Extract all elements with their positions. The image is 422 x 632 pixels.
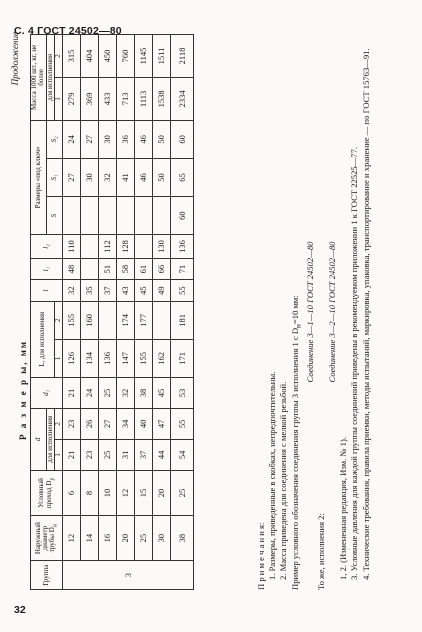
cell-d-exec2: 26 <box>81 408 99 439</box>
cell-S2: 30 <box>99 120 117 158</box>
cell-d-exec1: 37 <box>135 439 153 470</box>
rotated-content <box>12 30 408 590</box>
cell-d1: 53 <box>171 377 194 408</box>
cell-L-exec2 <box>99 301 117 339</box>
header-d: d <box>31 408 47 470</box>
cell-d1: 25 <box>99 377 117 408</box>
cell-d-exec1: 31 <box>117 439 135 470</box>
header-outer-diameter: Наружный диаметр трубы $D_н$ <box>31 516 63 561</box>
cell-dn: 25 <box>135 516 153 561</box>
cell-l2: 110 <box>63 235 81 259</box>
header-mass-exec: для исполнения <box>46 35 54 121</box>
group-cell: 3 <box>63 561 194 590</box>
cell-mass-exec1: 369 <box>81 77 99 120</box>
same-exec-2: То же, исполнения 2: <box>315 513 326 590</box>
paragraph-3: 3. Условные давления для каждой группы соединений приведены в рекомендуемом приложении 1 к ГОСТ 22525—77. <box>349 146 360 580</box>
cell-S2: 46 <box>135 120 153 158</box>
cell-d1: 38 <box>135 377 153 408</box>
cell-S <box>99 197 117 235</box>
cell-L-exec1: 171 <box>171 339 194 377</box>
table-row <box>153 35 171 590</box>
cell-L-exec2: 174 <box>117 301 135 339</box>
cell-d-exec1: 23 <box>81 439 99 470</box>
cell-d-exec1: 25 <box>99 439 117 470</box>
cell-dy: 20 <box>153 470 171 515</box>
cell-S1: 46 <box>135 158 153 196</box>
cell-l1 <box>81 258 99 279</box>
cell-dn: 38 <box>171 516 194 561</box>
cell-d-exec2: 47 <box>153 408 171 439</box>
header-d-exec-1: 1 <box>55 439 63 470</box>
cell-dy: 8 <box>81 470 99 515</box>
cell-dy: 10 <box>99 470 117 515</box>
cell-L-exec2: 177 <box>135 301 153 339</box>
cell-l: 32 <box>63 280 81 301</box>
header-mass-exec-2: 2 <box>55 35 63 78</box>
cell-d-exec1: 21 <box>63 439 81 470</box>
table-caption: Р а з м е р ы, мм <box>18 339 28 440</box>
cell-L-exec1: 134 <box>81 339 99 377</box>
header-L-exec-2: 2 <box>55 301 63 339</box>
cell-dn: 12 <box>63 516 81 561</box>
header-S2: S₂ <box>46 120 63 158</box>
cell-L-exec2 <box>153 301 171 339</box>
table-row <box>171 35 194 590</box>
cell-L-exec1: 136 <box>99 339 117 377</box>
note-2: 2. Масса приведена для соединения с мелкой резьбой. <box>278 381 289 580</box>
cell-d-exec2: 23 <box>63 408 81 439</box>
paragraph-4: 4. Технические требования, правила приемки, методы испытаний, маркировка, упаковка, транспортирование и хранение — по ГОСТ 15763—91. <box>360 48 371 580</box>
cell-mass-exec1: 1538 <box>153 77 171 120</box>
cell-L-exec1: 162 <box>153 339 171 377</box>
cell-S: 60 <box>171 197 194 235</box>
cell-dy: 15 <box>135 470 153 515</box>
header-group: Группа <box>31 561 63 590</box>
cell-l1: 48 <box>63 258 81 279</box>
cell-S <box>135 197 153 235</box>
cell-dy: 25 <box>171 470 194 515</box>
header-d-exec-2: 2 <box>55 408 63 439</box>
table-row <box>117 35 135 590</box>
cell-l1: 66 <box>153 258 171 279</box>
cell-dn: 20 <box>117 516 135 561</box>
cell-mass-exec1: 2334 <box>171 77 194 120</box>
cell-S2: 27 <box>81 120 99 158</box>
header-L-exec-1: 1 <box>55 339 63 377</box>
designation-example: Пример условного обозначения соединения группы 3 исполнения 1 с $D_н=10$ мм: <box>289 295 303 590</box>
cell-L-exec1: 155 <box>135 339 153 377</box>
continued-label: Продолжение <box>10 32 20 86</box>
cell-l2 <box>81 235 99 259</box>
cell-d1: 24 <box>81 377 99 408</box>
header-mass-exec-1: 1 <box>55 77 63 120</box>
cell-L-exec1: 147 <box>117 339 135 377</box>
table-row <box>63 35 81 590</box>
cell-mass-exec2: 2118 <box>171 35 194 78</box>
cell-dy: 6 <box>63 470 81 515</box>
cell-l2 <box>135 235 153 259</box>
cell-dn: 16 <box>99 516 117 561</box>
table-row <box>135 35 153 590</box>
cell-d-exec2: 40 <box>135 408 153 439</box>
cell-dn: 14 <box>81 516 99 561</box>
cell-d1: 45 <box>153 377 171 408</box>
cell-mass-exec2: 760 <box>117 35 135 78</box>
page-header: С. 4 ГОСТ 24502—80 <box>14 25 122 37</box>
cell-S1: 30 <box>81 158 99 196</box>
cell-S2: 60 <box>171 120 194 158</box>
cell-S <box>153 197 171 235</box>
cell-S1: 27 <box>63 158 81 196</box>
notes-block <box>256 34 372 590</box>
cell-mass-exec2: 1511 <box>153 35 171 78</box>
cell-S1: 50 <box>153 158 171 196</box>
header-wrench-sizes: Размеры «под ключ» <box>31 120 47 234</box>
cell-dn: 30 <box>153 516 171 561</box>
cell-L-exec2: 160 <box>81 301 99 339</box>
cell-S1: 65 <box>171 158 194 196</box>
header-l: l <box>31 280 63 301</box>
cell-d-exec1: 54 <box>171 439 194 470</box>
header-nominal-bore: Условный проход $D_у$ <box>31 470 63 515</box>
header-d1: d₁ <box>31 377 63 408</box>
cell-S <box>81 197 99 235</box>
cell-S2: 50 <box>153 120 171 158</box>
cell-l1: 51 <box>99 258 117 279</box>
header-mass: Масса 1000 шт., кг, не более <box>31 35 47 121</box>
cell-d-exec2: 27 <box>99 408 117 439</box>
cell-L-exec2: 155 <box>63 301 81 339</box>
notes-title: П р и м е ч а н и я: <box>256 522 266 590</box>
cell-l: 43 <box>117 280 135 301</box>
cell-mass-exec1: 279 <box>63 77 81 120</box>
header-d-exec: для исполнения <box>46 408 54 470</box>
cell-S1: 32 <box>99 158 117 196</box>
cell-S <box>63 197 81 235</box>
header-l1: l₁ <box>31 258 63 279</box>
cell-l2: 112 <box>99 235 117 259</box>
cell-l2: 136 <box>171 235 194 259</box>
cell-mass-exec2: 315 <box>63 35 81 78</box>
cell-l2: 128 <box>117 235 135 259</box>
note-1: 1. Размеры, приведенные в скобках, непредпочтительны. <box>267 371 278 580</box>
cell-mass-exec2: 1145 <box>135 35 153 78</box>
cell-l1: 58 <box>117 258 135 279</box>
cell-S2: 24 <box>63 120 81 158</box>
cell-d1: 32 <box>117 377 135 408</box>
cell-mass-exec1: 433 <box>99 77 117 120</box>
cell-S1: 41 <box>117 158 135 196</box>
cell-d-exec2: 34 <box>117 408 135 439</box>
cell-l2: 130 <box>153 235 171 259</box>
page-number: 32 <box>14 604 26 616</box>
cell-S2: 36 <box>117 120 135 158</box>
cell-l: 37 <box>99 280 117 301</box>
dimensions-table <box>30 34 194 590</box>
cell-l1: 61 <box>135 258 153 279</box>
cell-mass-exec2: 450 <box>99 35 117 78</box>
table-row <box>81 35 99 590</box>
cell-d-exec2: 55 <box>171 408 194 439</box>
table-row <box>99 35 117 590</box>
header-S1: S₁ <box>46 158 63 196</box>
cell-mass-exec1: 1113 <box>135 77 153 120</box>
cell-mass-exec1: 713 <box>117 77 135 120</box>
cell-l: 49 <box>153 280 171 301</box>
cell-mass-exec2: 404 <box>81 35 99 78</box>
change-note: 1, 2. (Измененная редакция, Изм. № 1). <box>338 437 349 580</box>
cell-l: 45 <box>135 280 153 301</box>
cell-d-exec1: 44 <box>153 439 171 470</box>
designation-2: Соединение 3—2—10 ГОСТ 24502—80 <box>326 241 337 383</box>
cell-l: 55 <box>171 280 194 301</box>
cell-l1: 71 <box>171 258 194 279</box>
cell-L-exec2: 181 <box>171 301 194 339</box>
cell-dy: 12 <box>117 470 135 515</box>
header-L: L, для исполнения <box>31 301 55 377</box>
cell-d1: 21 <box>63 377 81 408</box>
cell-l: 35 <box>81 280 99 301</box>
header-S: S <box>46 197 63 235</box>
cell-L-exec1: 126 <box>63 339 81 377</box>
header-l2: l₂ <box>31 235 63 259</box>
cell-S <box>117 197 135 235</box>
designation-1: Соединение 3—1—10 ГОСТ 24502—80 <box>304 241 315 383</box>
